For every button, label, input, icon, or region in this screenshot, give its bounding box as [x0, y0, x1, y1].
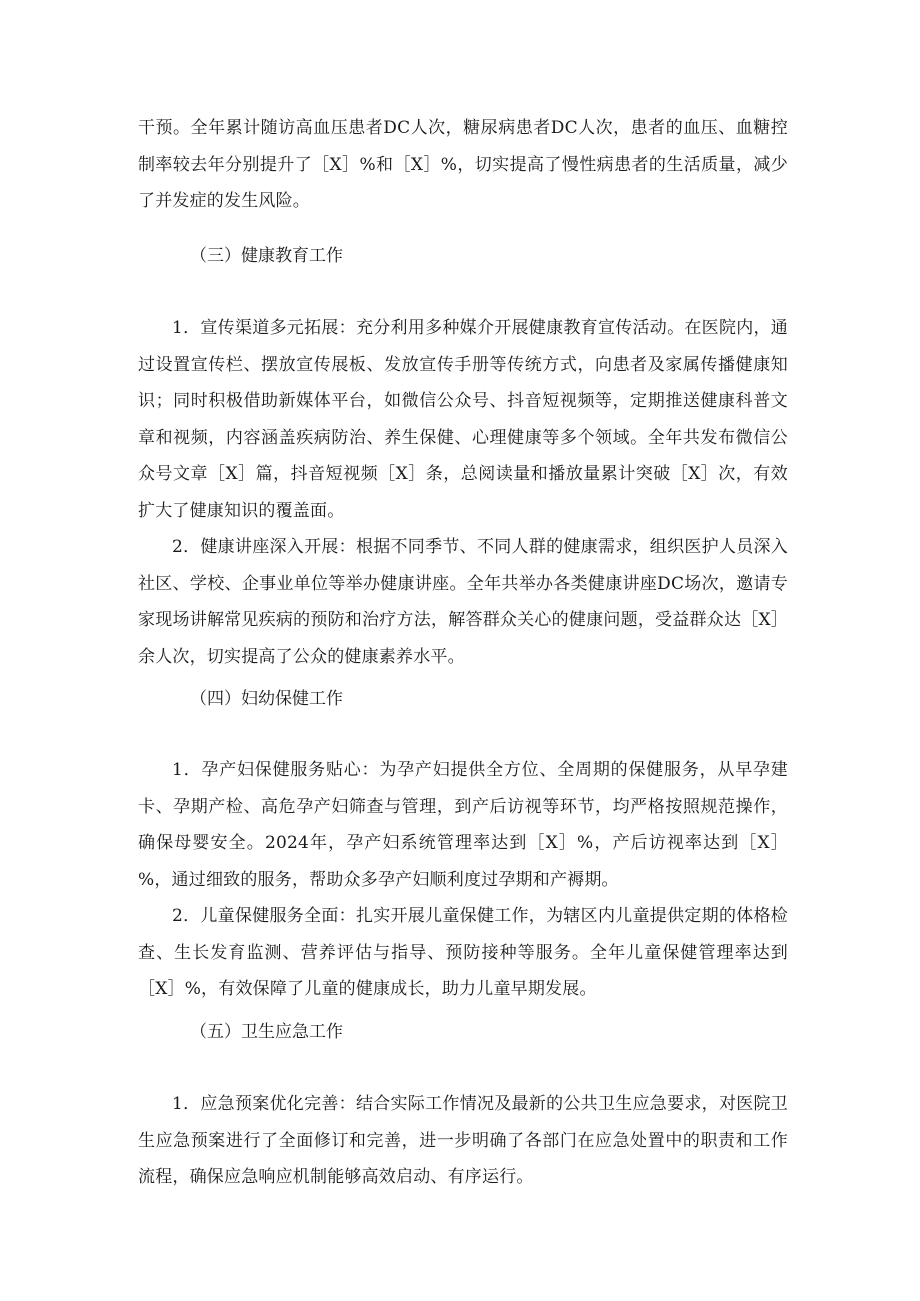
paragraph-publicity-channels: 1．宣传渠道多元拓展：充分利用多种媒介开展健康教育宣传活动。在医院内，通过设置宣传栏、摆放宣传展板、发放宣传手册等传统方式，向患者及家属传播健康知识；同时积极借助新媒体平台，如微信公众号、抖音短视频等，定期推送健康科普文章和视频，内容涵盖疾病防治、养生保健、心理健康等多个领域。全年共发布微信公众号文章［X］篇，抖音短视频［X］条，总阅读量和播放量累计突破［X］次，有效扩大了健康知识的覆盖面。 — [138, 318, 788, 521]
paragraph-emergency-plan: 1．应急预案优化完善：结合实际工作情况及最新的公共卫生应急要求，对医院卫生应急预案进行了全面修订和完善，进一步明确了各部门在应急处置中的职责和工作流程，确保应急响应机制能够高效启动、有序运行。 — [138, 1094, 788, 1187]
health-education-block — [138, 310, 788, 675]
emergency-block — [138, 1086, 788, 1196]
paragraph-maternal-care: 1．孕产妇保健服务贴心：为孕产妇提供全方位、全周期的保健服务，从早孕建卡、孕期产检、高危孕产妇筛查与管理，到产后访视等环节，均严格按照规范操作，确保母婴安全。2024年，孕产妇系统管理率达到［X］%，产后访视率达到［X］%，通过细致的服务，帮助众多孕产妇顺利度过孕期和产褥期。 — [138, 760, 788, 890]
maternal-child-block — [138, 752, 788, 1008]
paragraph-child-care: 2．儿童保健服务全面：扎实开展儿童保健工作，为辖区内儿童提供定期的体格检查、生长发育监测、营养评估与指导、预防接种等服务。全年儿童保健管理率达到［X］%，有效保障了儿童的健康成长，助力儿童早期发展。 — [138, 906, 788, 999]
intro-paragraph: 干预。全年累计随访高血压患者DC人次，糖尿病患者DC人次，患者的血压、血糖控制率较去年分别提升了［X］%和［X］%，切实提高了慢性病患者的生活质量，减少了并发症的发生风险。 — [138, 118, 788, 211]
section-heading-emergency: （五）卫生应急工作 — [190, 1022, 343, 1042]
paragraph-health-lectures: 2．健康讲座深入开展：根据不同季节、不同人群的健康需求，组织医护人员深入社区、学校、企事业单位等举办健康讲座。全年共举办各类健康讲座DC场次，邀请专家现场讲解常见疾病的预防和治疗方法，解答群众关心的健康问题，受益群众达［X］余人次，切实提高了公众的健康素养水平。 — [138, 537, 788, 667]
section-heading-health-education: （三）健康教育工作 — [190, 246, 343, 266]
section-heading-maternal-child: （四）妇幼保健工作 — [190, 689, 343, 709]
intro-block — [138, 110, 788, 220]
